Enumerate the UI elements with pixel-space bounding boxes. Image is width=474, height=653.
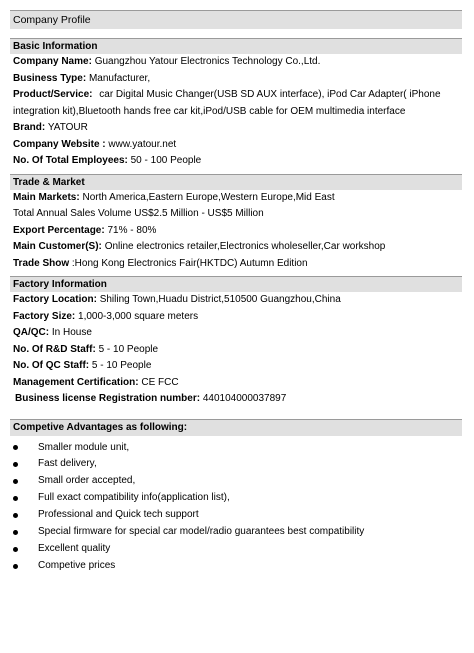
bullet-icon <box>13 513 18 518</box>
advantages-list <box>10 440 462 575</box>
annual-sales-row <box>10 206 462 223</box>
bullet-icon <box>13 547 18 552</box>
list-item <box>10 456 462 473</box>
product-service-label: Product/Service: <box>13 89 93 100</box>
company-profile-title <box>10 10 462 29</box>
main-markets-row <box>10 190 462 207</box>
list-item <box>10 440 462 457</box>
list-item <box>10 507 462 524</box>
business-type-value: Manufacturer, <box>88 72 151 84</box>
company-website-label: Company Website : <box>13 138 106 150</box>
advantages-heading <box>10 419 462 436</box>
company-profile-page <box>10 10 462 575</box>
list-item-text: Full exact compatibility info(application list), <box>38 492 230 504</box>
total-employees-label: No. Of Total Employees: <box>13 155 128 166</box>
qa-qc-label: QA/QC: <box>13 327 50 338</box>
main-customers-value: Online electronics retailer,Electronics wholeseller,Car workshop <box>104 241 386 252</box>
brand-value: YATOUR <box>47 122 88 133</box>
bullet-icon <box>13 445 18 450</box>
product-service-value-line1: car Digital Music Changer(USB SD AUX interface), iPod Car Adapter( iPhone <box>99 89 441 100</box>
list-item-text: Smaller module unit, <box>38 441 130 453</box>
bullet-icon <box>13 564 18 569</box>
trade-market-heading-text: Trade & Market <box>13 176 85 188</box>
qa-qc-value: In House <box>51 327 92 338</box>
list-item-text: Small order accepted, <box>38 475 136 487</box>
list-item-text: Excellent quality <box>38 542 111 554</box>
main-customers-label: Main Customer(S): <box>13 241 102 252</box>
list-item <box>10 473 462 490</box>
export-percentage-label: Export Percentage: <box>13 224 105 236</box>
trade-show-row <box>10 256 462 273</box>
business-license-row <box>10 391 462 408</box>
export-percentage-row <box>10 223 462 240</box>
list-item-text: Fast delivery, <box>38 458 97 470</box>
bullet-icon <box>13 496 18 501</box>
company-profile-title-text: Company Profile <box>13 14 91 26</box>
list-item-text: Special firmware for special car model/radio guarantees best compatibility <box>38 525 365 537</box>
business-type-row <box>10 71 462 88</box>
management-certification-label: Management Certification: <box>13 376 139 388</box>
product-service-value-line2: integration kit),Bluetooth hands free car kit,iPod/USB cable for OEM multimedia interface <box>13 105 406 117</box>
rnd-staff-label: No. Of R&D Staff: <box>13 343 96 355</box>
business-license-label: Business license Registration number: <box>15 393 201 404</box>
rnd-staff-value: 5 - 10 People <box>98 343 159 355</box>
main-markets-value: North America,Eastern Europe,Western Europe,Mid East <box>82 191 335 203</box>
trade-show-value: :Hong Kong Electronics Fair(HKTDC) Autumn Edition <box>71 257 308 269</box>
factory-size-label: Factory Size: <box>13 310 76 322</box>
total-employees-value: 50 - 100 People <box>130 155 202 166</box>
annual-sales-value: Total Annual Sales Volume US$2.5 Million - US$5 Million <box>13 208 264 219</box>
company-name-row <box>10 54 462 71</box>
factory-information-heading-text: Factory Information <box>13 279 107 290</box>
list-item-text: Competive prices <box>38 559 116 571</box>
qc-staff-value: 5 - 10 People <box>91 360 152 371</box>
factory-information-heading <box>10 276 462 292</box>
rnd-staff-row <box>10 342 462 359</box>
brand-label: Brand: <box>13 122 46 133</box>
qc-staff-row <box>10 358 462 375</box>
factory-location-row <box>10 292 462 309</box>
factory-location-value: Shiling Town,Huadu District,510500 Guangzhou,China <box>99 294 341 305</box>
company-name-label: Company Name: <box>13 56 92 67</box>
main-customers-row <box>10 239 462 256</box>
management-certification-row <box>10 375 462 392</box>
qa-qc-row <box>10 325 462 342</box>
product-service-row <box>10 87 462 104</box>
company-name-value: Guangzhou Yatour Electronics Technology Co.,Ltd. <box>94 56 321 67</box>
factory-location-label: Factory Location: <box>13 294 97 305</box>
list-item <box>10 524 462 541</box>
company-website-row <box>10 137 462 154</box>
product-service-row-continued <box>10 104 462 121</box>
basic-information-heading-text: Basic Information <box>13 41 98 52</box>
management-certification-value: CE FCC <box>141 376 179 388</box>
list-item <box>10 490 462 507</box>
main-markets-label: Main Markets: <box>13 191 80 203</box>
factory-size-row <box>10 309 462 326</box>
business-type-label: Business Type: <box>13 72 87 84</box>
export-percentage-value: 71% - 80% <box>107 224 157 236</box>
factory-size-value: 1,000-3,000 square meters <box>78 310 199 322</box>
business-license-value: 440104000037897 <box>202 393 287 404</box>
bullet-icon <box>13 462 18 467</box>
list-item-text: Professional and Quick tech support <box>38 509 199 521</box>
trade-market-heading <box>10 174 462 190</box>
bullet-icon <box>13 479 18 484</box>
list-item <box>10 558 462 575</box>
bullet-icon <box>13 530 18 535</box>
advantages-heading-text: Competive Advantages as following: <box>13 422 188 433</box>
basic-information-heading <box>10 38 462 54</box>
brand-row <box>10 120 462 137</box>
trade-show-label: Trade Show <box>13 257 70 269</box>
total-employees-row <box>10 153 462 170</box>
list-item <box>10 541 462 558</box>
company-website-value: www.yatour.net <box>108 138 177 150</box>
qc-staff-label: No. Of QC Staff: <box>13 360 90 371</box>
